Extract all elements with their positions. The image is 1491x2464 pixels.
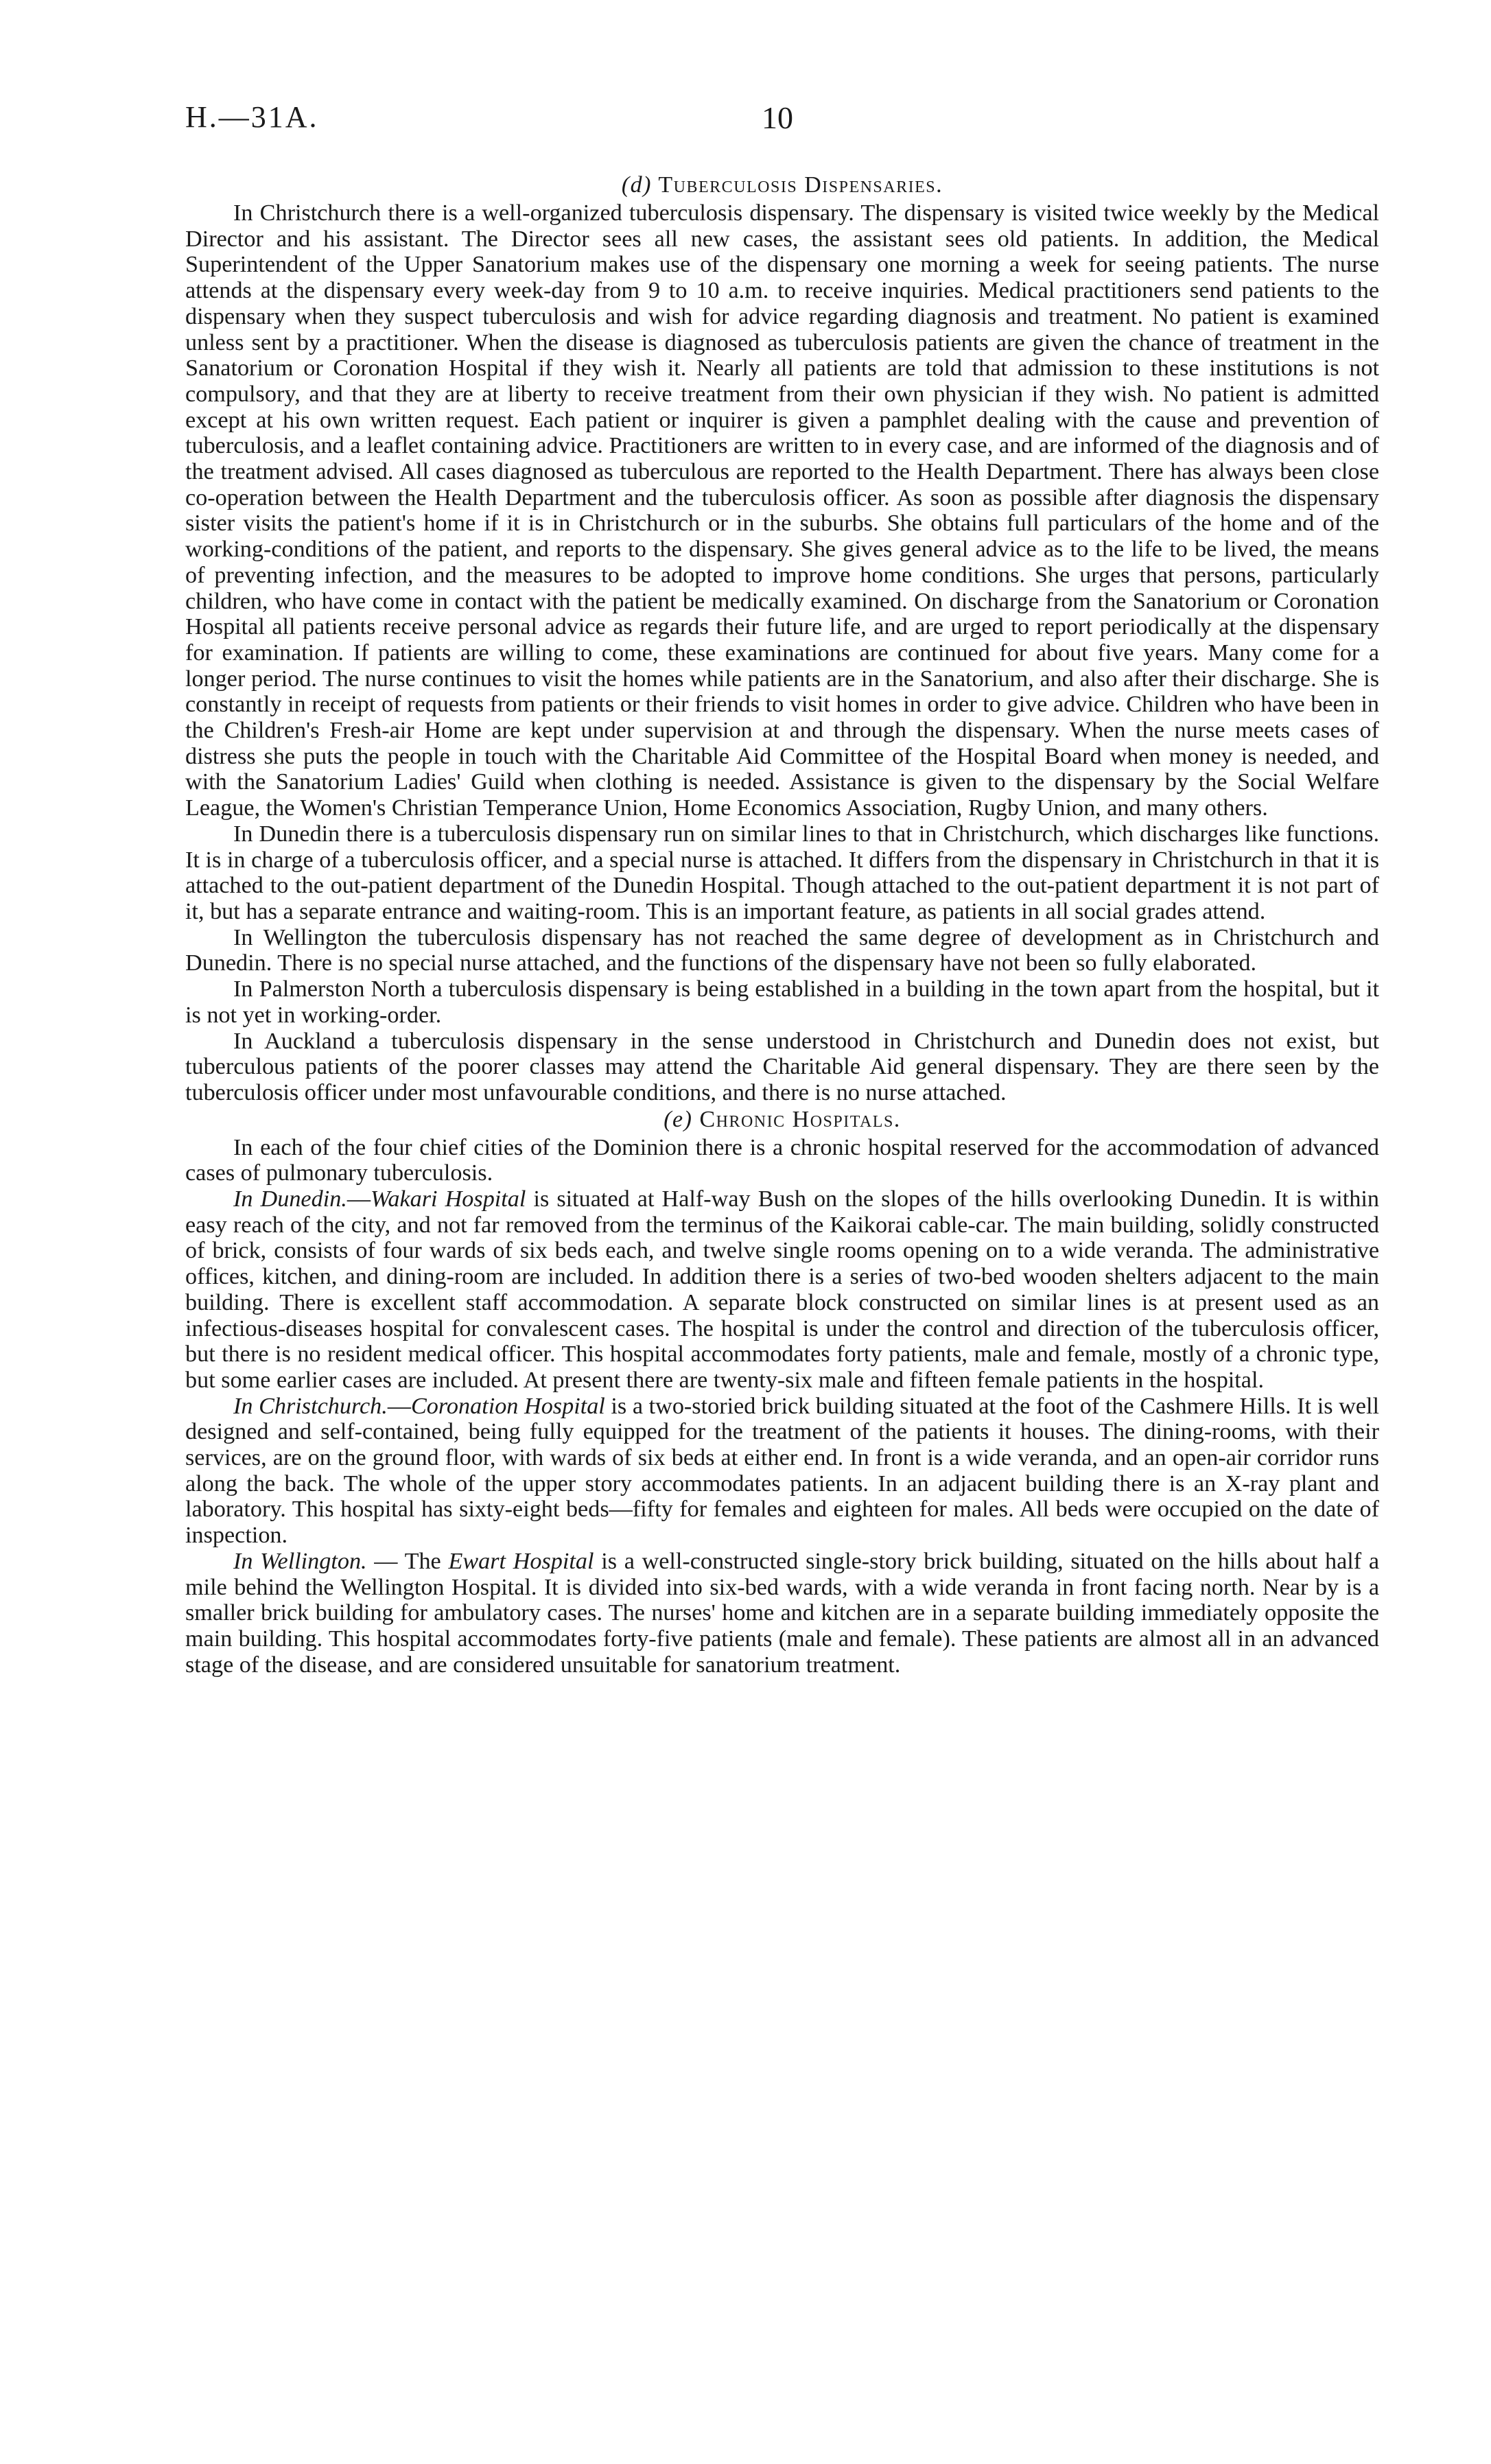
document-reference: H.—31A. [185, 100, 319, 134]
section-chronic-hospitals [185, 1106, 1379, 1678]
section-heading [185, 1106, 1379, 1134]
section-label: (e) [664, 1106, 693, 1132]
paragraph: In each of the four chief cities of the Dominion there is a chronic hospital reserved for the accommodation of advanced cases of pulmonary tuberculosis. [185, 1134, 1379, 1186]
paragraph-christchurch: In Christchurch.—Coronation Hospital is a two-storied brick building situated at the foot of the Cashmere Hills. It is well designed and self-contained, being fully equipped for the treatment of the patients it houses. The dining-rooms, with their services, are on the ground floor, with wards of six beds at either end. In front is a wide veranda, and an open-air corridor runs along the back. The whole of the upper story accommodates patients. In an adjacent building there is an X-ray plant and laboratory. This hospital has sixty-eight beds—fifty for females and eighteen for males. All beds were occupied on the date of inspection. [185, 1393, 1379, 1549]
paragraph-body: is a well-constructed single-story brick building, situated on the hills about half a mile behind the Wellington Hospital. It is divided into six-bed wards, with a wide veranda in front facing north. Near by is a smaller brick building for ambulatory cases. The nurses' home and kitchen are in a separate building immediately opposite the main building. This hospital accommodates forty-five patients (male and female). These patients are almost all in an advanced stage of the disease, and are considered unsuitable for sanatorium treatment. [185, 1548, 1379, 1678]
paragraph: In Wellington the tuberculosis dispensary has not reached the same degree of development as in Christchurch and Dunedin. There is no special nurse attached, and the functions of the dispensary have not been so fully elaborated. [185, 924, 1379, 976]
running-header [185, 99, 1379, 141]
paragraph-lead: In Dunedin. [233, 1186, 347, 1212]
section-label: (d) [621, 172, 653, 198]
hospital-name: Ewart Hospital [448, 1548, 594, 1574]
page-number: 10 [762, 100, 793, 135]
body-text [185, 172, 1379, 1678]
section-title: Tuberculosis Dispensaries. [658, 172, 943, 198]
paragraph: In Dunedin there is a tuberculosis dispensary run on similar lines to that in Christchurch, which discharges like functions. It is in charge of a tuberculosis officer, and a special nurse is attached. It differs from the dispensary in Christchurch in that it is attached to the out-patient department of the Dunedin Hospital. Though attached to the out-patient department it is not part of it, but has a separate entrance and waiting-room. This is an important feature, as patients in all social grades attend. [185, 821, 1379, 924]
paragraph: In Auckland a tuberculosis dispensary in the sense understood in Christchurch and Dunedin does not exist, but tuberculous patients of the poorer classes may attend the Charitable Aid general dispensary. They are there seen by the tuberculosis officer under most unfavourable conditions, and there is no nurse attached. [185, 1028, 1379, 1105]
section-tuberculosis-dispensaries [185, 172, 1379, 1106]
paragraph: In Christchurch there is a well-organized tuberculosis dispensary. The dispensary is visited twice weekly by the Medical Director and his assistant. The Director sees all new cases, the assistant sees old patients. In addition, the Medical Superintendent of the Upper Sanatorium makes use of the dispensary one morning a week for seeing patients. The nurse attends at the dispensary every week-day from 9 to 10 a.m. to receive inquiries. Medical practitioners send patients to the dispensary when they suspect tuberculosis and wish for advice regarding diagnosis and treatment. No patient is examined unless sent by a practitioner. When the disease is diagnosed as tuberculosis patients are given the chance of treatment in the Sanatorium or Coronation Hospital if they wish it. Nearly all patients are told that admission to these institutions is not compulsory, and that they are at liberty to receive treatment from their own physician if they wish. No patient is admitted except at his own written request. Each patient or inquirer is given a pamphlet dealing with the cause and prevention of tuberculosis, and a leaflet containing advice. Practitioners are written to in every case, and are informed of the diagnosis and of the treatment advised. All cases diagnosed as tuberculous are reported to the Health Department. There has always been close co-operation between the Health Department and the tuberculosis officer. As soon as possible after diagnosis the dispensary sister visits the patient's home if it is in Christchurch or in the suburbs. She obtains full particulars of the home and of the working-conditions of the patient, and reports to the dispensary. She gives general advice as to the life to be lived, the means of preventing infection, and the measures to be adopted to improve home conditions. She urges that persons, particularly children, who have come in contact with the patient be medically examined. On discharge from the Sanatorium or Coronation Hospital all patients receive personal advice as regards their future life, and are urged to report periodically at the dispensary for examination. If patients are willing to come, these examinations are continued for about five years. Many come for a longer period. The nurse continues to visit the homes while patients are in the Sanatorium, and also after their discharge. She is constantly in receipt of requests from patients or their friends to visit homes in order to give advice. Children who have been in the Children's Fresh-air Home are kept under supervision at and through the dispensary. When the nurse meets cases of distress she puts the people in touch with the Charitable Aid Committee of the Hospital Board when money is needed, and with the Sanatorium Ladies' Guild when clothing is needed. Assistance is given to the dispensary by the Social Welfare League, the Women's Christian Temperance Union, Home Economics Association, Rugby Union, and many others. [185, 200, 1379, 821]
paragraph-body: is a two-storied brick building situated at the foot of the Cashmere Hills. It is well designed and self-contained, being fully equipped for the treatment of the patients it houses. The dining-rooms, with their services, are on the ground floor, with wards of six beds at either end. In front is a wide veranda, and an open-air corridor runs along the back. The whole of the upper story accommodates patients. In an adjacent building there is an X-ray plant and laboratory. This hospital has sixty-eight beds—fifty for females and eighteen for males. All beds were occupied on the date of inspection. [185, 1393, 1379, 1549]
section-heading [185, 172, 1379, 199]
paragraph-lead: In Christchurch. [233, 1393, 388, 1419]
hospital-name: Wakari Hospital [371, 1186, 526, 1212]
section-title: Chronic Hospitals. [699, 1106, 901, 1132]
paragraph-body: is situated at Half-way Bush on the slopes of the hills overlooking Dunedin. It is within easy reach of the city, and not far removed from the terminus of the Kaikorai cable-car. The main building, solidly constructed of brick, consists of four wards of six beds each, and twelve single rooms opening on to a wide veranda. The administrative offices, kitchen, and dining-room are included. In addition there is a series of two-bed wooden shelters adjacent to the main building. There is excellent staff accommodation. A separate block constructed on similar lines is at present used as an infectious-diseases hospital for convalescent cases. The hospital is under the control and direction of the tuberculosis officer, but there is no resident medical officer. This hospital accommodates forty patients, male and female, mostly of a chronic type, but some earlier cases are included. At present there are twenty-six male and fifteen female patients in the hospital. [185, 1186, 1379, 1393]
paragraph-wellington: In Wellington. — The Ewart Hospital is a well-constructed single-story brick building, situated on the hills about half a mile behind the Wellington Hospital. It is divided into six-bed wards, with a wide veranda in front facing north. Near by is a smaller brick building for ambulatory cases. The nurses' home and kitchen are in a separate building immediately opposite the main building. This hospital accommodates forty-five patients (male and female). These patients are almost all in an advanced stage of the disease, and are considered unsuitable for sanatorium treatment. [185, 1548, 1379, 1678]
hospital-name: Coronation Hospital [411, 1393, 605, 1419]
paragraph: In Palmerston North a tuberculosis dispensary is being established in a building in the town apart from the hospital, but it is not yet in working-order. [185, 976, 1379, 1028]
paragraph-dunedin: In Dunedin.—Wakari Hospital is situated at Half-way Bush on the slopes of the hills overlooking Dunedin. It is within easy reach of the city, and not far removed from the terminus of the Kaikorai cable-car. The main building, solidly constructed of brick, consists of four wards of six beds each, and twelve single rooms opening on to a wide veranda. The administrative offices, kitchen, and dining-room are included. In addition there is a series of two-bed wooden shelters adjacent to the main building. There is excellent staff accommodation. A separate block constructed on similar lines is at present used as an infectious-diseases hospital for convalescent cases. The hospital is under the control and direction of the tuberculosis officer, but there is no resident medical officer. This hospital accommodates forty patients, male and female, mostly of a chronic type, but some earlier cases are included. At present there are twenty-six male and fifteen female patients in the hospital. [185, 1186, 1379, 1393]
paragraph-pre: The [404, 1548, 449, 1574]
paragraph-lead: In Wellington. [233, 1548, 367, 1574]
